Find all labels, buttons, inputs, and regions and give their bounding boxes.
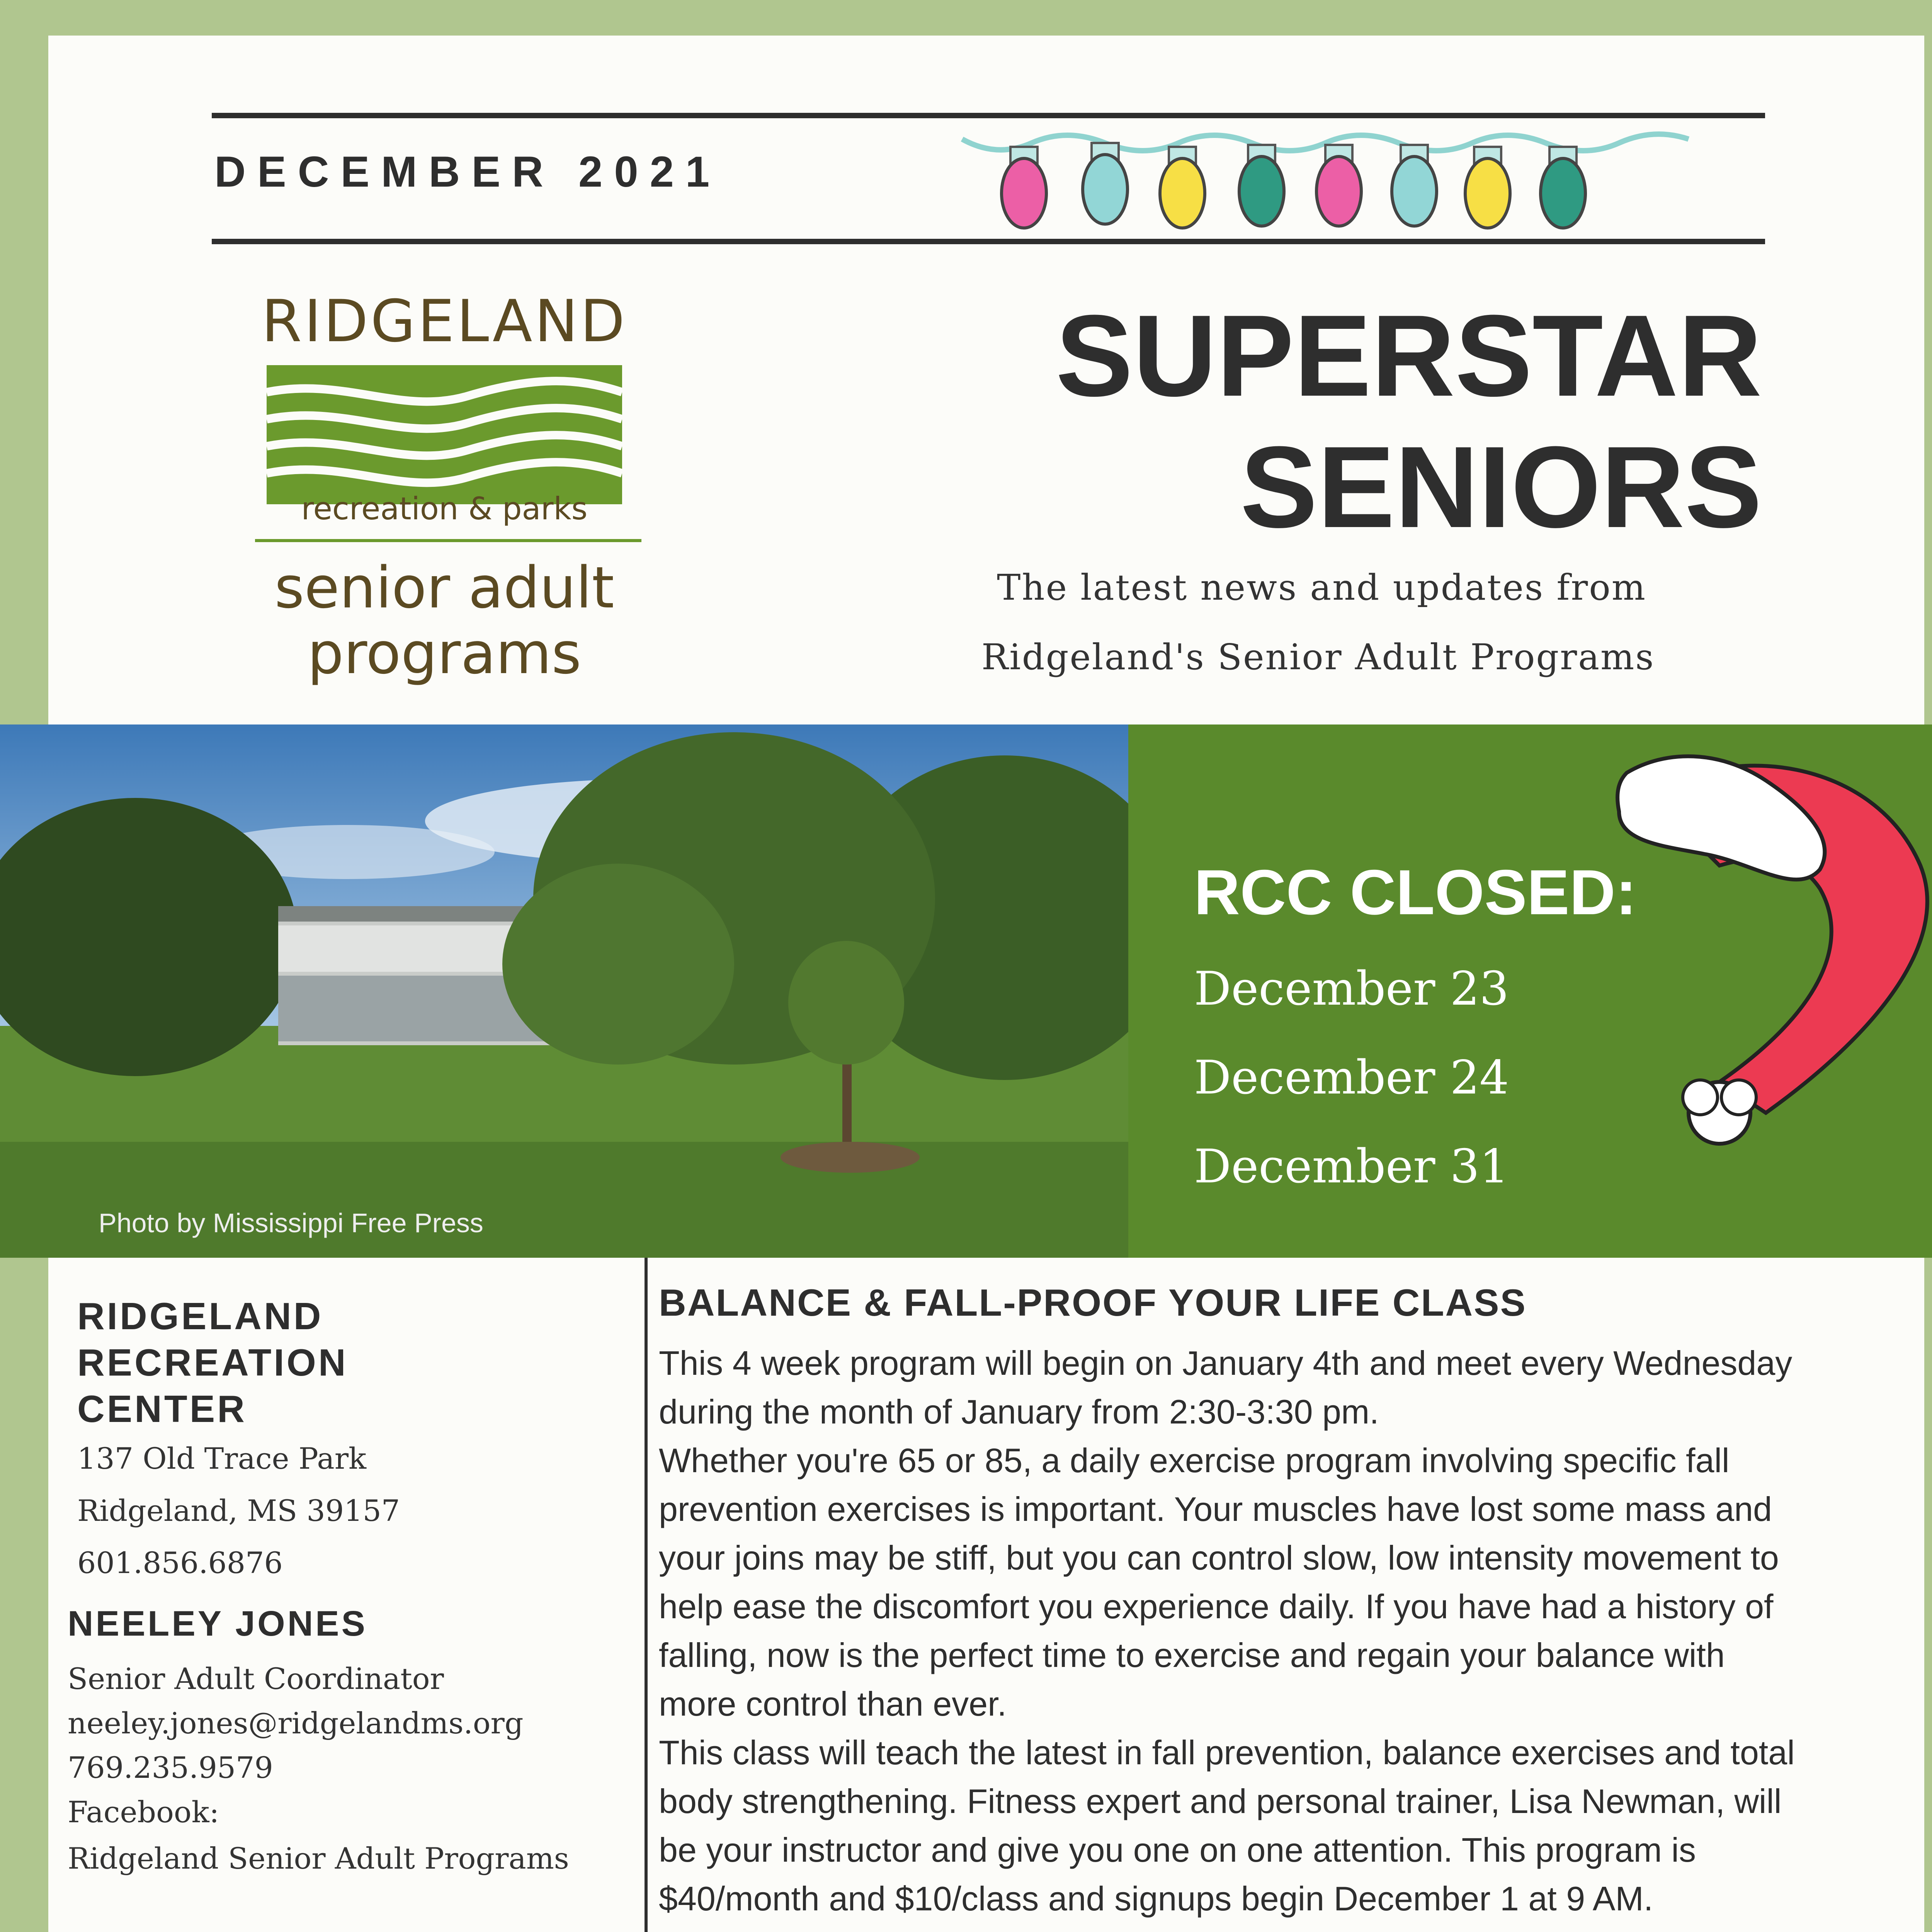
- ridgeland-logo: [240, 288, 649, 697]
- closure-date: December 31: [1194, 1140, 1509, 1194]
- address-line2: Ridgeland, MS 39157: [77, 1493, 400, 1528]
- article-line: body strengthening. Fitness expert and personal trainer, Lisa Newman, will: [659, 1782, 1782, 1820]
- logo-name: RIDGELAND: [261, 288, 628, 355]
- facebook-page-name[interactable]: Ridgeland Senior Adult Programs: [68, 1841, 569, 1876]
- logo-program-line2: programs: [307, 620, 582, 687]
- center-name-line2: RECREATION: [77, 1341, 348, 1384]
- logo-program-line1: senior adult: [274, 554, 614, 621]
- photo-caption: Photo by Mississippi Free Press: [99, 1208, 483, 1238]
- article-line: Whether you're 65 or 85, a daily exercise program involving specific fall: [659, 1441, 1730, 1480]
- newsletter-title-line2: SENIORS: [1240, 422, 1762, 552]
- article-line: help ease the discomfort you experience daily. If you have had a history of: [659, 1587, 1774, 1626]
- article-line: your joins may be stiff, but you can control slow, low intensity movement to: [659, 1539, 1779, 1577]
- issue-date: DECEMBER 2021: [214, 148, 721, 196]
- center-phone: 601.856.6876: [77, 1546, 283, 1580]
- santa-hat-icon: [1604, 726, 1932, 1182]
- newsletter-title-line1: SUPERSTAR: [1056, 291, 1762, 420]
- address-line1: 137 Old Trace Park: [77, 1441, 367, 1476]
- center-name-line3: CENTER: [77, 1388, 247, 1430]
- building-photo-illustration: [0, 724, 1128, 1258]
- column-divider: [645, 1258, 648, 1932]
- article-line: This 4 week program will begin on January 4th and meet every Wednesday: [659, 1344, 1793, 1382]
- recreation-center-photo: [0, 724, 1128, 1258]
- article-line: during the month of January from 2:30-3:30 pm.: [659, 1393, 1379, 1431]
- contact-email[interactable]: neeley.jones@ridgelandms.org: [68, 1706, 524, 1740]
- article-line: more control than ever.: [659, 1685, 1007, 1723]
- closures-title: RCC CLOSED:: [1194, 857, 1637, 928]
- balance-class-heading: BALANCE & FALL-PROOF YOUR LIFE CLASS: [659, 1281, 1527, 1324]
- article-line: be your instructor and give you one on one attention. This program is: [659, 1831, 1696, 1869]
- closure-date: December 23: [1194, 962, 1509, 1016]
- contact-role: Senior Adult Coordinator: [68, 1662, 444, 1696]
- article-line: prevention exercises is important. Your muscles have lost some mass and: [659, 1490, 1772, 1528]
- article-line: falling, now is the perfect time to exercise and regain your balance with: [659, 1636, 1725, 1674]
- contact-name: NEELEY JONES: [68, 1604, 367, 1643]
- christmas-lights-icon: [954, 116, 1727, 247]
- facebook-label: Facebook:: [68, 1795, 219, 1829]
- article-line: $40/month and $10/class and signups begin December 1 at 9 AM.: [659, 1879, 1653, 1918]
- contact-phone: 769.235.9579: [68, 1750, 273, 1785]
- closure-date: December 24: [1194, 1051, 1509, 1105]
- center-name-line1: RIDGELAND: [77, 1295, 323, 1337]
- subtitle-line2: Ridgeland's Senior Adult Programs: [981, 636, 1655, 678]
- logo-waves-icon: [267, 365, 622, 504]
- subtitle-line1: The latest news and updates from: [997, 567, 1646, 608]
- logo-divider: [255, 539, 641, 542]
- balance-class-body: [659, 1339, 1795, 1923]
- article-line: This class will teach the latest in fall prevention, balance exercises and total: [659, 1733, 1795, 1772]
- logo-tagline: recreation & parks: [301, 491, 588, 527]
